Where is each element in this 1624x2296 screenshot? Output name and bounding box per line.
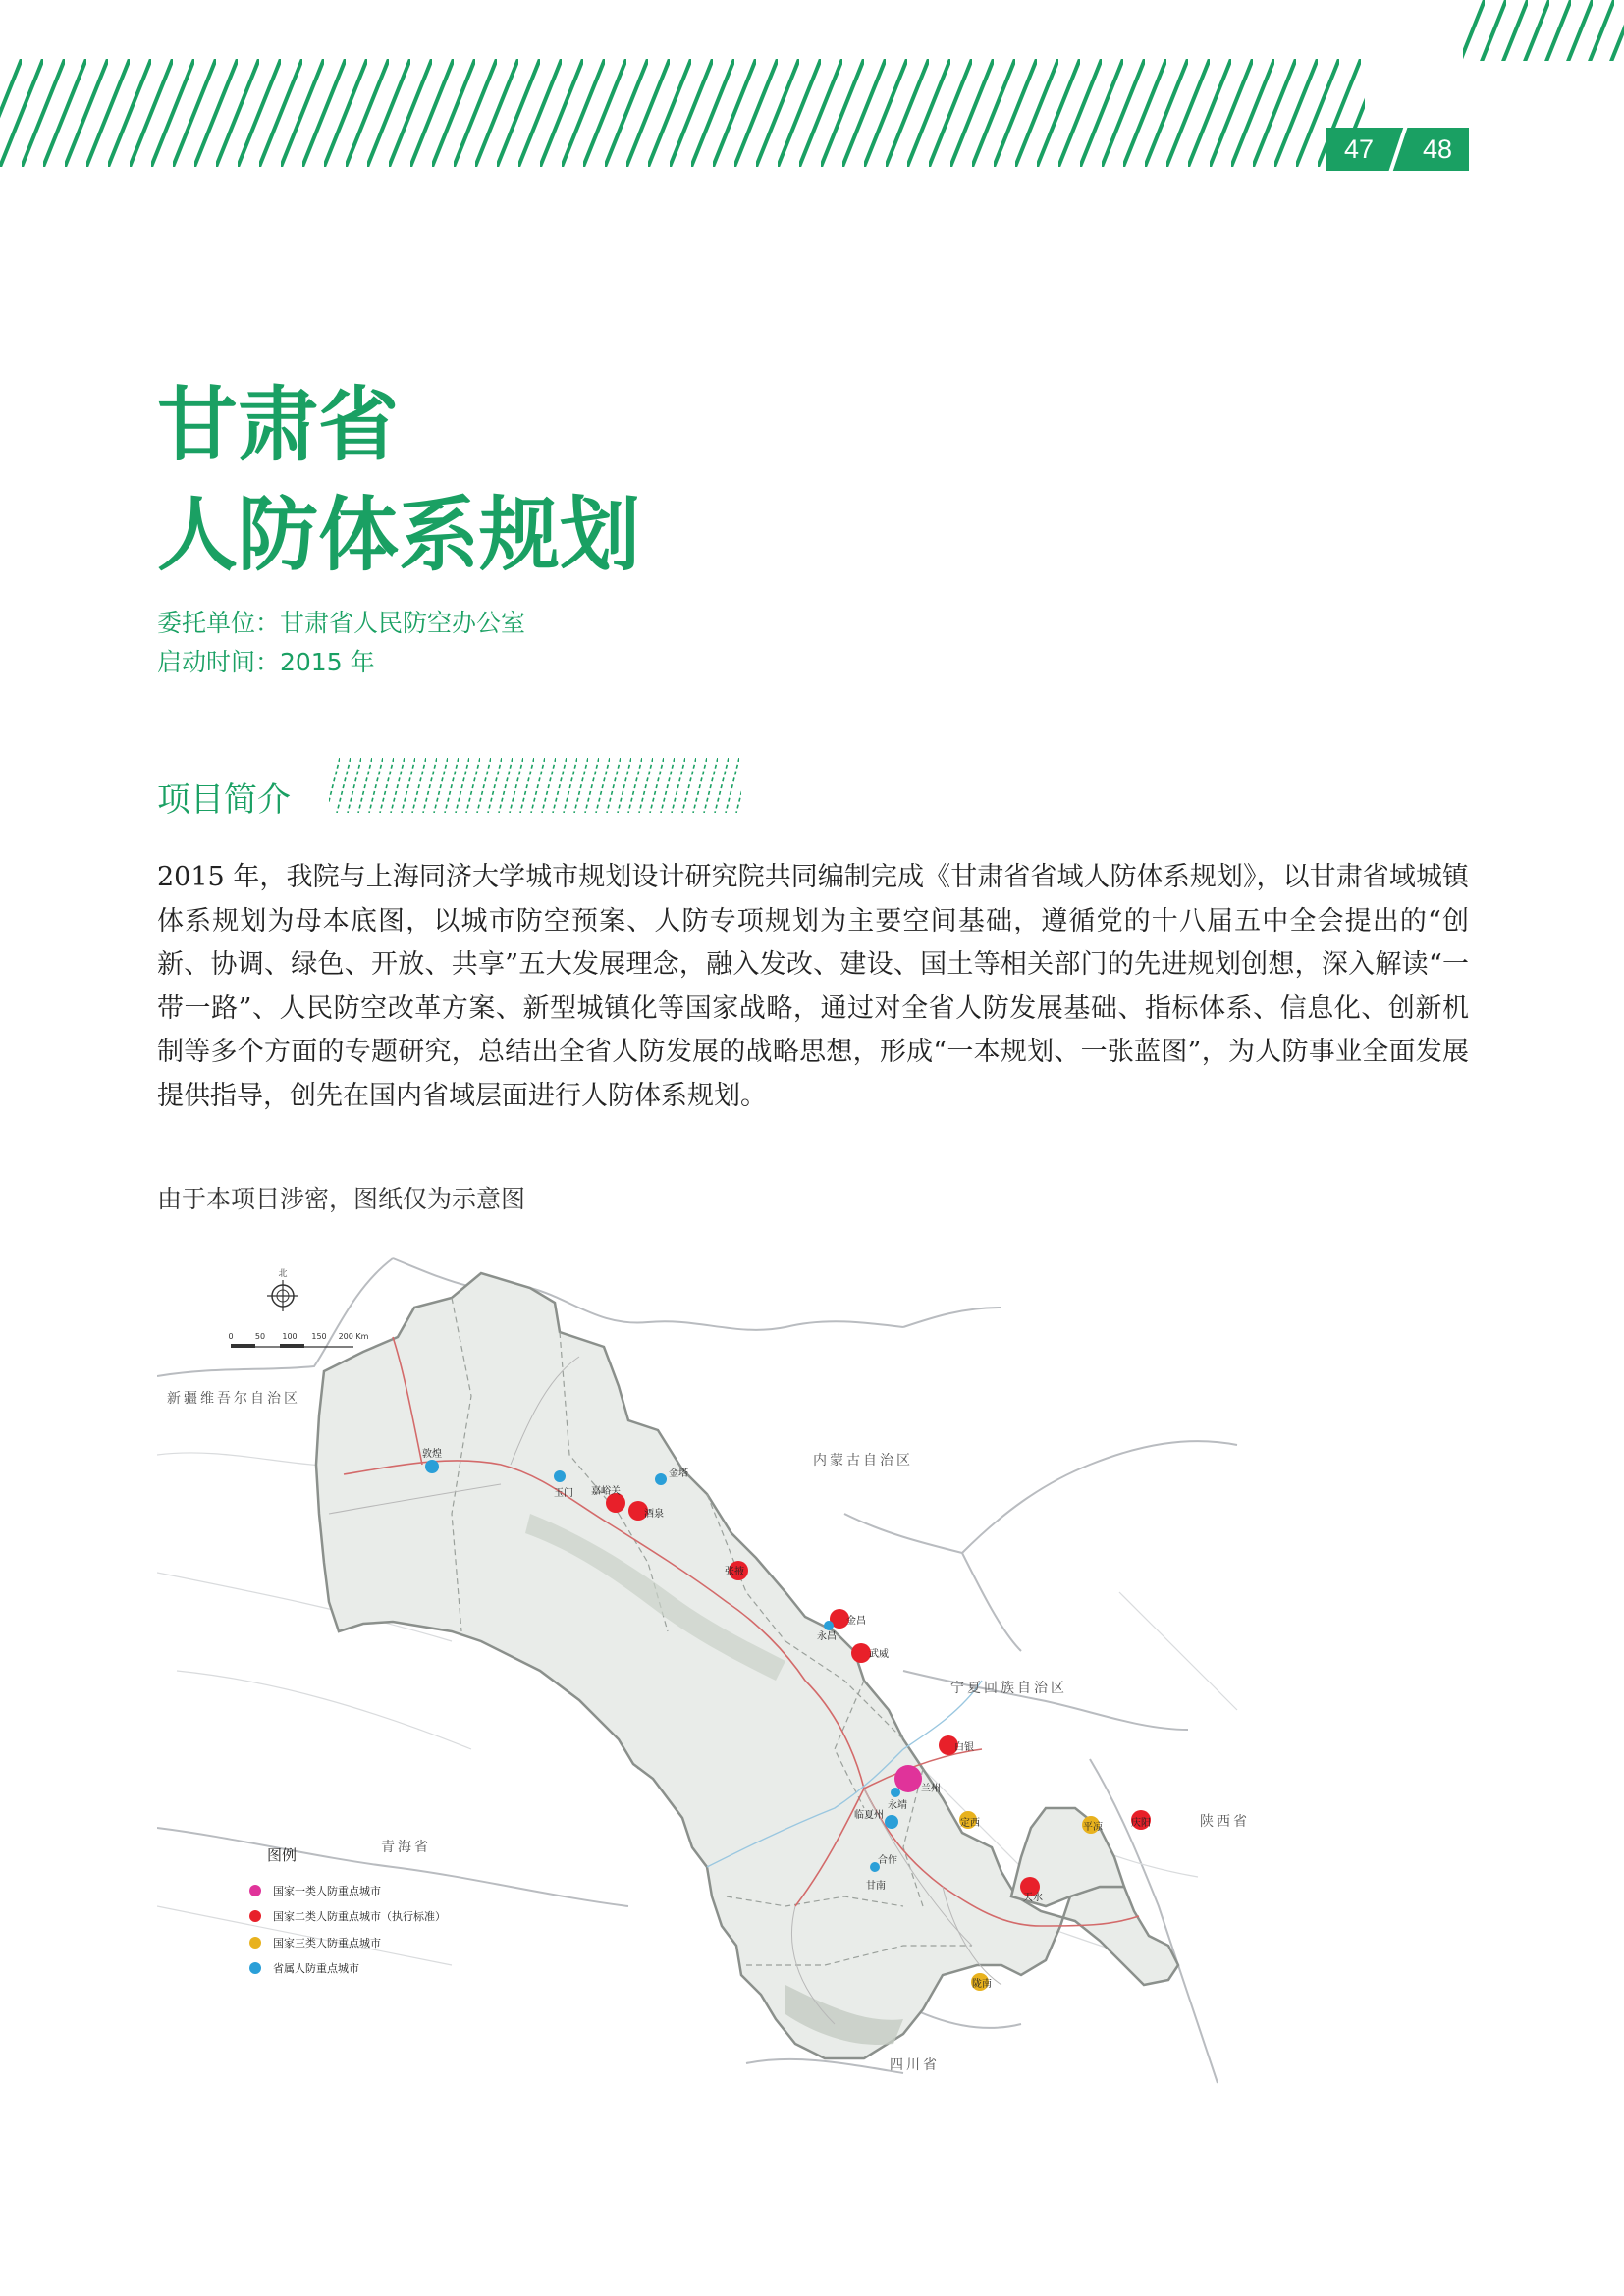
section-heading-hatch [329, 758, 741, 813]
region-label-sichuan: 四川省 [890, 2057, 940, 2073]
svg-text:白银: 白银 [954, 1742, 974, 1753]
svg-text:嘉峪关: 嘉峪关 [591, 1486, 621, 1497]
svg-text:国家三类人防重点城市: 国家三类人防重点城市 [273, 1937, 381, 1949]
scale-tick: 200 Km [338, 1332, 369, 1341]
svg-text:定西: 定西 [960, 1818, 980, 1829]
svg-text:省属人防重点城市: 省属人防重点城市 [273, 1962, 359, 1975]
legend-item [249, 1909, 446, 1923]
svg-text:陇南: 陇南 [972, 1979, 992, 1990]
intro-paragraph: 2015 年，我院与上海同济大学城市规划设计研究院共同编制完成《甘肃省省域人防体系规划》，以甘肃省域城镇体系规划为母本底图，以城市防空预案、人防专项规划为主要空间基础，遵循党的十八届五中全会提出的“创新、协调、绿色、开放、共享”五大发展理念，融入发改、建设、国土等相关部门的先进规划创想，深入解读“一带一路”、人民防空改革方案、新型城镇化等国家战略，通过对全省人防发展基础、指标体系、信息化、创新机制等多个方面的专题研究，总结出全省人防发展的战略思想，形成“一本规划、一张蓝图”，为人防事业全面发展提供指导，创先在国内省域层面进行人防体系规划。 [157, 862, 1469, 1111]
svg-text:敦煌: 敦煌 [422, 1449, 442, 1460]
svg-text:国家一类人防重点城市: 国家一类人防重点城市 [273, 1885, 381, 1897]
scale-tick: 100 [282, 1332, 298, 1341]
svg-text:张掖: 张掖 [725, 1567, 744, 1577]
scale-tick: 0 [228, 1332, 234, 1341]
scale-tick: 150 [311, 1332, 327, 1341]
svg-text:临夏州: 临夏州 [854, 1810, 884, 1821]
region-label-neimenggu: 内蒙古自治区 [813, 1453, 913, 1468]
svg-text:永昌: 永昌 [817, 1631, 837, 1642]
svg-text:庆阳: 庆阳 [1131, 1818, 1151, 1829]
svg-text:平凉: 平凉 [1083, 1822, 1103, 1833]
region-label-xinjiang: 新疆维吾尔自治区 [167, 1391, 300, 1407]
svg-text:玉门: 玉门 [554, 1488, 573, 1499]
city-gannan [866, 1879, 886, 1892]
svg-text:武威: 武威 [869, 1649, 889, 1660]
map-note: 由于本项目涉密，图纸仅为示意图 [157, 1185, 526, 1213]
svg-text:酒泉: 酒泉 [644, 1509, 664, 1520]
svg-text:合作: 合作 [878, 1855, 897, 1866]
header-hatch-band [0, 59, 1365, 167]
page-number-right: 48 [1422, 134, 1453, 164]
region-label-shaanxi: 陕西省 [1200, 1814, 1250, 1830]
region-label-ningxia: 宁夏回族自治区 [950, 1681, 1067, 1696]
page-number-badge [1326, 128, 1469, 171]
title-line-1: 甘肃省 [157, 379, 400, 472]
svg-text:金昌: 金昌 [846, 1616, 866, 1627]
gansu-civil-defense-map [157, 1219, 1286, 2095]
legend-title: 图例 [267, 1846, 298, 1864]
svg-text:金塔: 金塔 [669, 1468, 688, 1479]
svg-text:甘南: 甘南 [866, 1881, 886, 1892]
client-info: 委托单位：甘肃省人民防空办公室 [157, 609, 526, 637]
page-number-left: 47 [1343, 134, 1375, 164]
start-date-info: 启动时间：2015 年 [157, 648, 375, 676]
north-label: 北 [278, 1269, 288, 1279]
city-qingyang [1131, 1810, 1151, 1830]
scale-tick: 50 [254, 1332, 266, 1341]
svg-text:兰州: 兰州 [921, 1784, 941, 1794]
svg-text:永靖: 永靖 [888, 1800, 907, 1811]
region-label-qinghai: 青海省 [381, 1840, 431, 1855]
svg-text:国家二类人防重点城市（执行标准）: 国家二类人防重点城市（执行标准） [273, 1910, 446, 1923]
svg-text:天水: 天水 [1023, 1893, 1043, 1903]
corner-hatch [1463, 0, 1624, 61]
page-title [157, 371, 640, 591]
section-heading: 项目简介 [157, 780, 291, 820]
title-line-2: 人防体系规划 [157, 489, 641, 582]
